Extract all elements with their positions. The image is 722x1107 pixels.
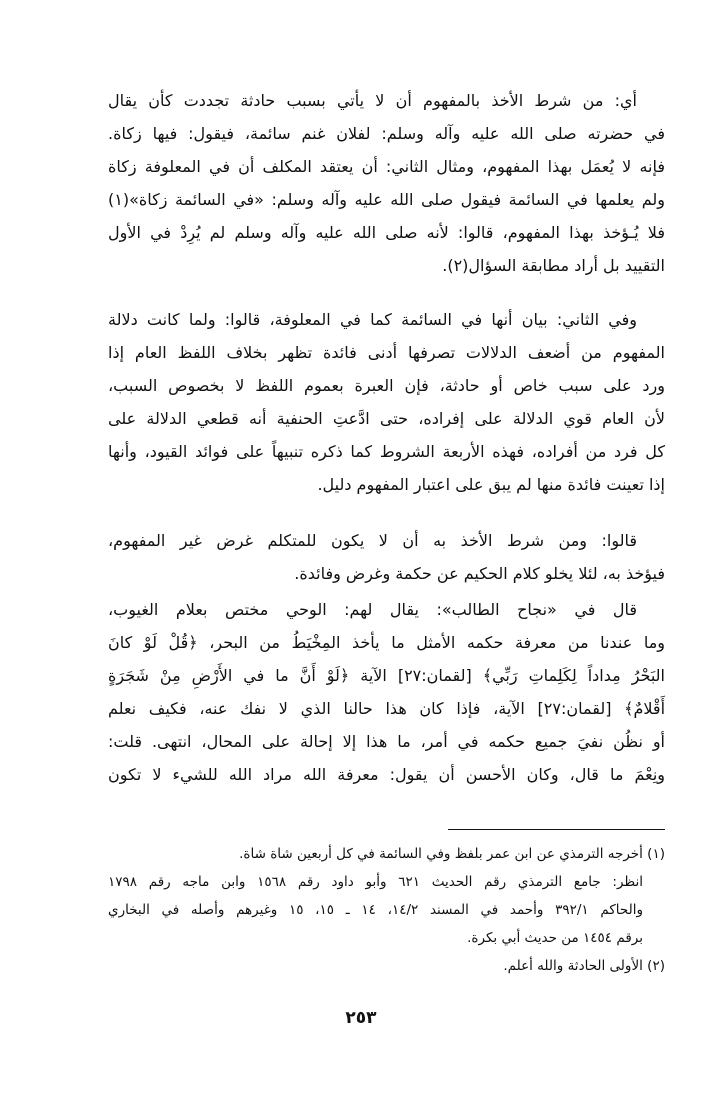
text-line: أَقْلامٌ﴾ [لقمان:٢٧] الآية، فإذا كان هذا حالنا الذي لا نفك عنه، فكيف نعلم	[108, 699, 666, 718]
text-line: كل فرد من أفراده، فهذه الأربعة الشروط كما ذكره تنبيهاً على فوائد القيود، وأنها	[108, 442, 665, 461]
paragraph-2	[108, 303, 665, 501]
text-line: البَحْرُ مِداداً لِكَلِماتِ رَبِّي﴾ [لقمان:٢٧] الآية ﴿لَوْ أَنَّ ما في الأَرْضِ مِنْ شَجَرَةٍ	[108, 666, 665, 685]
footnote-1: (١) أخرجه الترمذي عن ابن عمر بلفظ وفي السائمة في كل أربعين شاة شاة.	[239, 846, 665, 862]
text-line: إذا تعينت فائدة منها لم يبق على اعتبار المفهوم دليل.	[317, 475, 665, 494]
text-line: لأن العام قوي الدلالة على إفراده، حتى ادَّعتِ الحنفية أنه قطعي الدلالة على	[108, 409, 665, 428]
text-line: قالوا: ومن شرط الأخذ به أن لا يكون للمتكلم غرض غير المفهوم،	[108, 531, 637, 550]
footnote-1-line: برقم ١٤٥٤ من حديث أبي بكرة.	[467, 930, 643, 946]
footnotes	[108, 840, 665, 980]
text-line: فيؤخذ به، لئلا يخلو كلام الحكيم عن حكمة وغرض وفائدة.	[294, 564, 665, 583]
text-line: أو نظُن نفيَ جميع حكمه في أمر، ما هذا إلا إحالة على المحال، انتهى. قلت:	[108, 732, 665, 751]
footnote-separator	[448, 829, 665, 830]
text-line: قال في «نجاح الطالب»: يقال لهم: الوحي مختص بعلام الغيوب،	[108, 600, 637, 619]
footnote-1-line: انظر: جامع الترمذي رقم الحديث ٦٢١ وأبو داود رقم ١٥٦٨ وابن ماجه رقم ١٧٩٨	[108, 874, 643, 890]
text-line: المفهوم من أضعف الدلالات تصرفها أدنى فائدة تظهر بخلاف اللفظ العام إذا	[108, 343, 665, 362]
text-line: ولم يعلمها في السائمة فيقول صلى الله عليه وآله وسلم: «في السائمة زكاة»(١)	[108, 190, 665, 209]
page-number: ٢٥٣	[345, 1008, 377, 1028]
paragraph-3	[108, 524, 665, 590]
footnote-2: (٢) الأولى الحادثة والله أعلم.	[503, 958, 665, 974]
footnote-1-line: والحاكم ٣٩٢/١ وأحمد في المسند ١٤/٢، ١٤ ـ ١٥، ١٥ وغيرهم وأصله في البخاري	[108, 902, 643, 918]
text-line: ورد على سبب خاص أو حادثة، فإن العبرة بعموم اللفظ لا بخصوص السبب،	[108, 376, 665, 395]
text-line: فإنه لا يُعمَل بهذا المفهوم، ومثال الثاني: أن يعتقد المكلف أن في المعلوفة زكاة	[108, 157, 665, 176]
text-line: التقييد بل أراد مطابقة السؤال(٢).	[442, 256, 665, 275]
paragraph-4	[108, 593, 665, 791]
paragraph-1	[108, 84, 665, 282]
text-line: أي: من شرط الأخذ بالمفهوم أن لا يأتي بسبب حادثة تجددت كأن يقال	[108, 91, 637, 110]
text-line: فلا يُـؤخذ بهذا المفهوم، قالوا: لأنه صلى الله عليه وآله وسلم لم يُرِدْ في الأول	[108, 223, 665, 242]
text-line: في حضرته صلى الله عليه وآله وسلم: لفلان غنم سائمة، فيقول: فيها زكاة.	[108, 124, 665, 143]
text-line: وفي الثاني: بيان أنها في السائمة كما في المعلوفة، قالوا: ولما كانت دلالة	[108, 310, 637, 329]
text-line: ونِعْمَ ما قال، وكان الأحسن أن يقول: معرفة الله مراد الله للشيء لا تكون	[108, 765, 665, 784]
text-line: وما عندنا من معرفة حكمه الأمثل ما يأخذ المِخْيَطُ من البحر، ﴿قُلْ لَوْ كانَ	[108, 633, 665, 652]
